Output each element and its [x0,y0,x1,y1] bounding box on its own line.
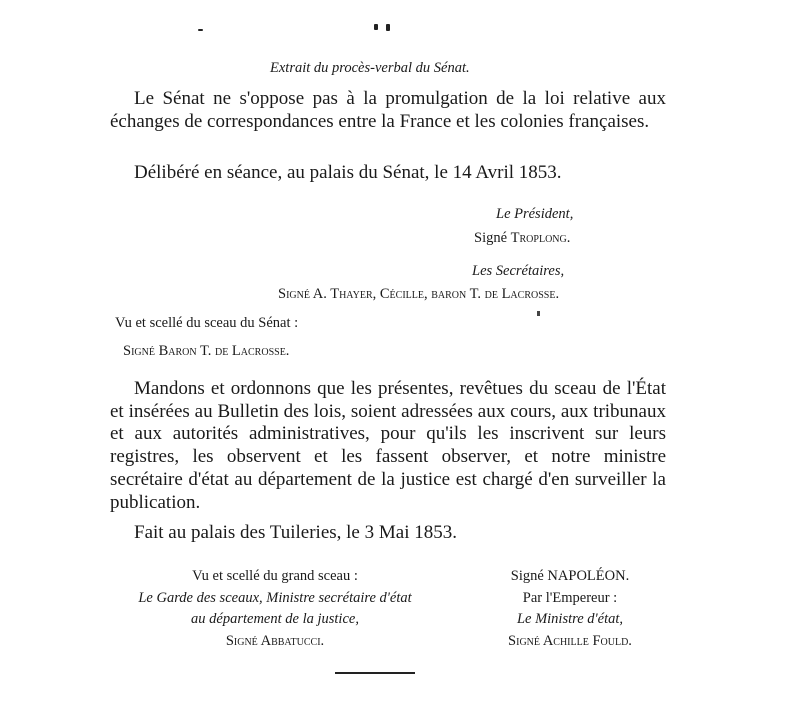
secretaries-signature: Signé A. Thayer, Cécille, baron T. de Lacrosse. [278,286,560,302]
cropped-text-fragment [198,22,398,32]
page-heading: Extrait du procès-verbal du Sénat. [270,60,470,76]
mandate-text: Mandons et ordonnons que les présentes, revêtues du sceau de l'État et insérées au Bulletin des lois, soient adressées aux cours, aux tribunaux et aux autorités administratives, pour qu'ils les inscrivent sur leurs registres, les observent et les fassent observer, et notre ministre secrétaire d'état au département de la justice est chargé d'en surveiller la publication. [110,378,666,513]
abbatucci-signature: Signé Abbatucci. [225,632,325,649]
senate-paragraph [110,88,666,133]
justice-department: au département de la justice, [191,611,359,627]
ministre-etat-title: Le Ministre d'état, [516,611,624,627]
fait-paragraph [110,522,666,545]
par-empereur: Par l'Empereur : [522,589,618,606]
grand-seal-line: Vu et scellé du grand sceau : [192,568,358,584]
fait-line: Fait au palais des Tuileries, le 3 Mai 1853. [134,522,457,543]
senate-seal-line: Vu et scellé du sceau du Sénat : [115,315,299,331]
president-title: Le Président, [496,206,574,222]
napoleon-signature: Signé NAPOLÉON. [510,568,630,584]
mandate-paragraph [110,378,666,514]
deliberation-paragraph [110,162,666,185]
signed-prefix: Signé [474,230,508,246]
deliberation-line: Délibéré en séance, au palais du Sénat, le 14 Avril 1853. [134,162,562,183]
president-name: Troplong. [510,230,571,246]
stray-mark [537,311,540,316]
secretaries-title: Les Secrétaires, [472,263,565,279]
seal-minister-block [100,566,450,652]
senate-statement: Le Sénat ne s'oppose pas à la promulgation de la loi relative aux échanges de correspondances entre la France et les colonies françaises. [110,88,666,132]
closing-rule [335,672,415,674]
garde-des-sceaux-title: Le Garde des sceaux, Ministre secrétaire d'état [138,589,412,606]
senate-seal-signature: Signé Baron T. de Lacrosse. [123,343,290,359]
president-signature [474,230,570,247]
fould-signature: Signé Achille Fould. [508,632,632,649]
emperor-block [455,566,685,652]
